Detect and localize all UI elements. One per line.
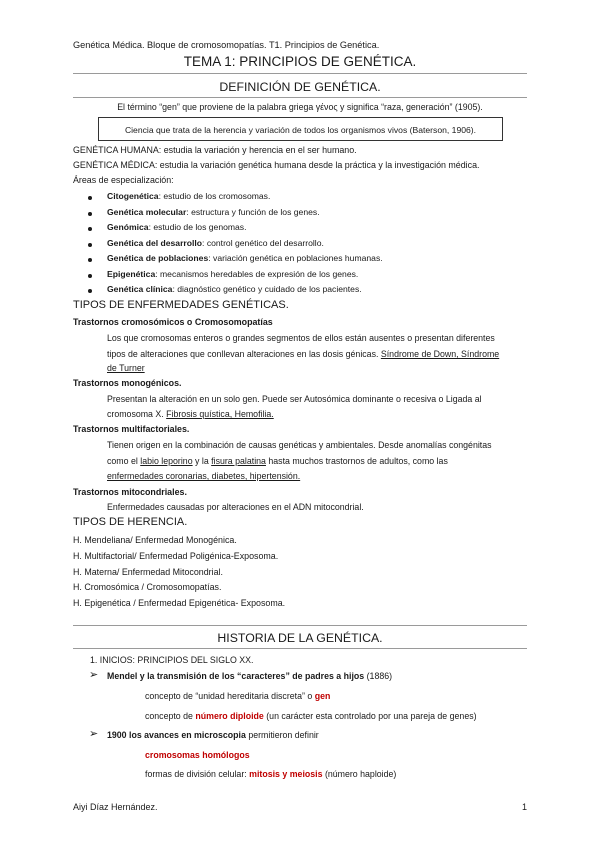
definicion-line: El término “gen” que proviene de la palabra griega γένος y significa “raza, generación” (1905). — [117, 102, 483, 112]
paragraph-line: tipos de alteraciones que conllevan alteraciones en las dosis génicas. Síndrome de Down, Síndrome — [107, 349, 500, 359]
list-item: Epigenética: mecanismos heredables de expresión de los genes. — [107, 269, 359, 279]
divider — [73, 97, 527, 98]
homologos-line: cromosomas homólogos — [145, 750, 250, 760]
bullet-icon — [88, 289, 92, 293]
bullet-icon — [88, 258, 92, 262]
paragraph-line: enfermedades coronarias, diabetes, hipertensión. — [107, 471, 301, 481]
bullet-icon — [88, 243, 92, 247]
areas-label: Áreas de especialización: — [73, 175, 174, 185]
genetica-humana: GENÉTICA HUMANA: estudia la variación y herencia en el ser humano. — [73, 145, 357, 155]
page-title: TEMA 1: PRINCIPIOS DE GENÉTICA. — [183, 54, 417, 69]
list-item: Genética molecular: estructura y función de los genes. — [107, 207, 320, 217]
division-line: formas de división celular: mitosis y meiosis (número haploide) — [145, 769, 397, 779]
mendel-line: Mendel y la transmisión de los “caracteres” de padres a hijos (1886) — [107, 671, 393, 681]
list-item: Genómica: estudio de los genomas. — [107, 222, 247, 232]
list-item: Genética clínica: diagnóstico genético y cuidado de los pacientes. — [107, 284, 362, 294]
concept-line: concepto de “unidad hereditaria discreta” o gen — [145, 691, 331, 701]
mitocondriales-title: Trastornos mitocondriales. — [73, 487, 187, 497]
bullet-icon — [88, 212, 92, 216]
microscopia-line: 1900 los avances en microscopia permitieron definir — [107, 730, 319, 740]
divider — [73, 648, 527, 649]
numbered-item: 1. INICIOS: PRINCIPIOS DEL SIGLO XX. — [90, 655, 254, 665]
list-item: H. Materna/ Enfermedad Mitocondrial. — [73, 567, 223, 577]
list-item: H. Cromosómica / Cromosomopatías. — [73, 582, 222, 592]
concept-line: concepto de número diploide (un carácter esta controlado por una pareja de genes) — [145, 711, 477, 721]
paragraph-line: cromosoma X. Fibrosis quística, Hemofilia. — [107, 409, 274, 419]
list-item: Genética del desarrollo: control genético del desarrollo. — [107, 238, 324, 248]
monogenicos-title: Trastornos monogénicos. — [73, 378, 182, 388]
arrow-bullet-icon: ➢ — [89, 728, 99, 740]
page-number: 1 — [521, 802, 527, 812]
section-heading-tipos-enfermedades: TIPOS DE ENFERMEDADES GENÉTICAS. — [73, 299, 289, 311]
divider — [73, 73, 527, 74]
arrow-bullet-icon: ➢ — [89, 669, 99, 681]
multifactoriales-title: Trastornos multifactoriales. — [73, 424, 190, 434]
bullet-icon — [88, 227, 92, 231]
section-heading-historia: HISTORIA DE LA GENÉTICA. — [217, 631, 383, 645]
definition-box: Ciencia que trata de la herencia y variación de todos los organismos vivos (Baterson, 1906). — [98, 117, 503, 141]
bullet-icon — [88, 196, 92, 200]
section-heading-tipos-herencia: TIPOS DE HERENCIA. — [73, 516, 188, 528]
list-item: H. Mendeliana/ Enfermedad Monogénica. — [73, 535, 237, 545]
bullet-icon — [88, 274, 92, 278]
list-item: Genética de poblaciones: variación genética en poblaciones humanas. — [107, 253, 383, 263]
paragraph-line: Enfermedades causadas por alteraciones en el ADN mitocondrial. — [107, 502, 364, 512]
list-item: H. Epigenética / Enfermedad Epigenética- Exposoma. — [73, 598, 286, 608]
divider — [73, 625, 527, 626]
paragraph-line: como el labio leporino y la fisura palatina hasta muchos trastornos de adultos, como las — [107, 456, 448, 466]
paragraph-line: Los que cromosomas enteros o grandes segmentos de ellos están ausentes o presentan diferentes — [107, 333, 495, 343]
paragraph-line: de Turner — [107, 363, 145, 373]
list-item: H. Multifactorial/ Enfermedad Poligénica-Exposoma. — [73, 551, 279, 561]
footer-author: Aiyi Díaz Hernández. — [73, 802, 158, 812]
list-item: Citogenética: estudio de los cromosomas. — [107, 191, 271, 201]
paragraph-line: Presentan la alteración en un solo gen. Puede ser Autosómica dominante o recesiva o Ligada al — [107, 394, 482, 404]
paragraph-line: Tienen origen en la combinación de causas genéticas y ambientales. Desde anomalías congénitas — [107, 440, 492, 450]
cromosomopatias-title: Trastornos cromosómicos o Cromosomopatías — [73, 317, 273, 327]
running-header: Genética Médica. Bloque de cromosomopatías. T1. Principios de Genética. — [73, 40, 380, 50]
section-heading-definicion: DEFINICIÓN DE GENÉTICA. — [219, 80, 381, 94]
genetica-medica: GENÉTICA MÉDICA: estudia la variación genética humana desde la práctica y la investigación médica. — [73, 160, 480, 170]
